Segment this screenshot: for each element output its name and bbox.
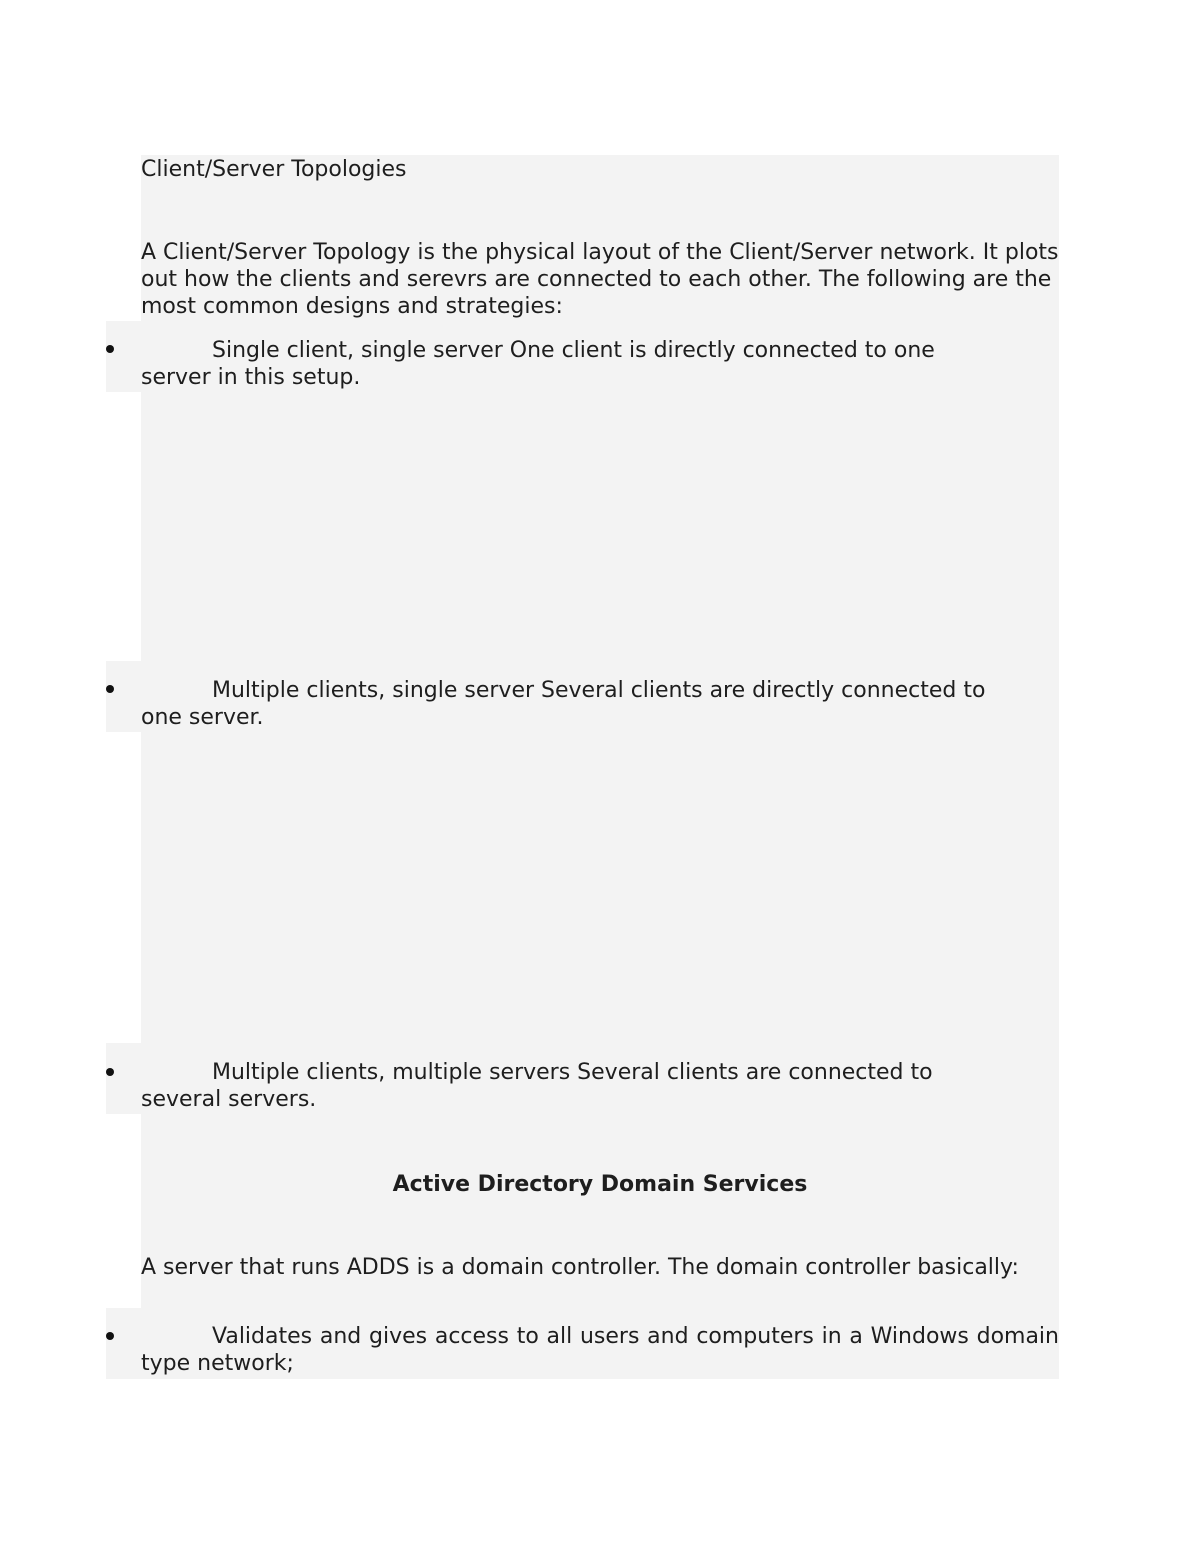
topology-item-3-line-1 [141,1059,933,1086]
topology-item-2-line-2: one server. [141,705,264,730]
page-title: Client/Server Topologies [141,157,407,182]
topology-item-2-line-1 [141,677,985,704]
topology-item-2-text: Multiple clients, single server Several clients are directly connected to [212,678,986,703]
section-heading: Active Directory Domain Services [392,1172,808,1197]
bullet-gutter-shade-2 [106,661,141,732]
bullet-icon [106,685,114,693]
bullet-gutter-shade-3 [106,1043,141,1114]
intro-paragraph: A Client/Server Topology is the physical layout of the Client/Server network. It plots out how the clients and serevrs are connected to each other. The following are the most common designs and strategies: [141,240,1059,319]
adds-intro-paragraph: A server that runs ADDS is a domain controller. The domain controller basically: [141,1255,1019,1280]
adds-item-1: Validates and gives access to all users and computers in a Windows domain type network; [141,1324,1059,1376]
topology-item-1-text: Single client, single server One client is directly connected to one [212,338,935,363]
bullet-icon [106,345,114,353]
topology-item-3-text: Multiple clients, multiple servers Several clients are connected to [212,1060,933,1085]
topology-item-1-line-2: server in this setup. [141,365,361,390]
bullet-icon [106,1332,114,1340]
topology-item-1-line-1 [141,337,935,364]
bullet-icon [106,1068,114,1076]
topology-item-3-line-2: several servers. [141,1087,317,1112]
bullet-gutter-shade-4 [106,1308,141,1379]
bullet-gutter-shade-1 [106,321,141,392]
